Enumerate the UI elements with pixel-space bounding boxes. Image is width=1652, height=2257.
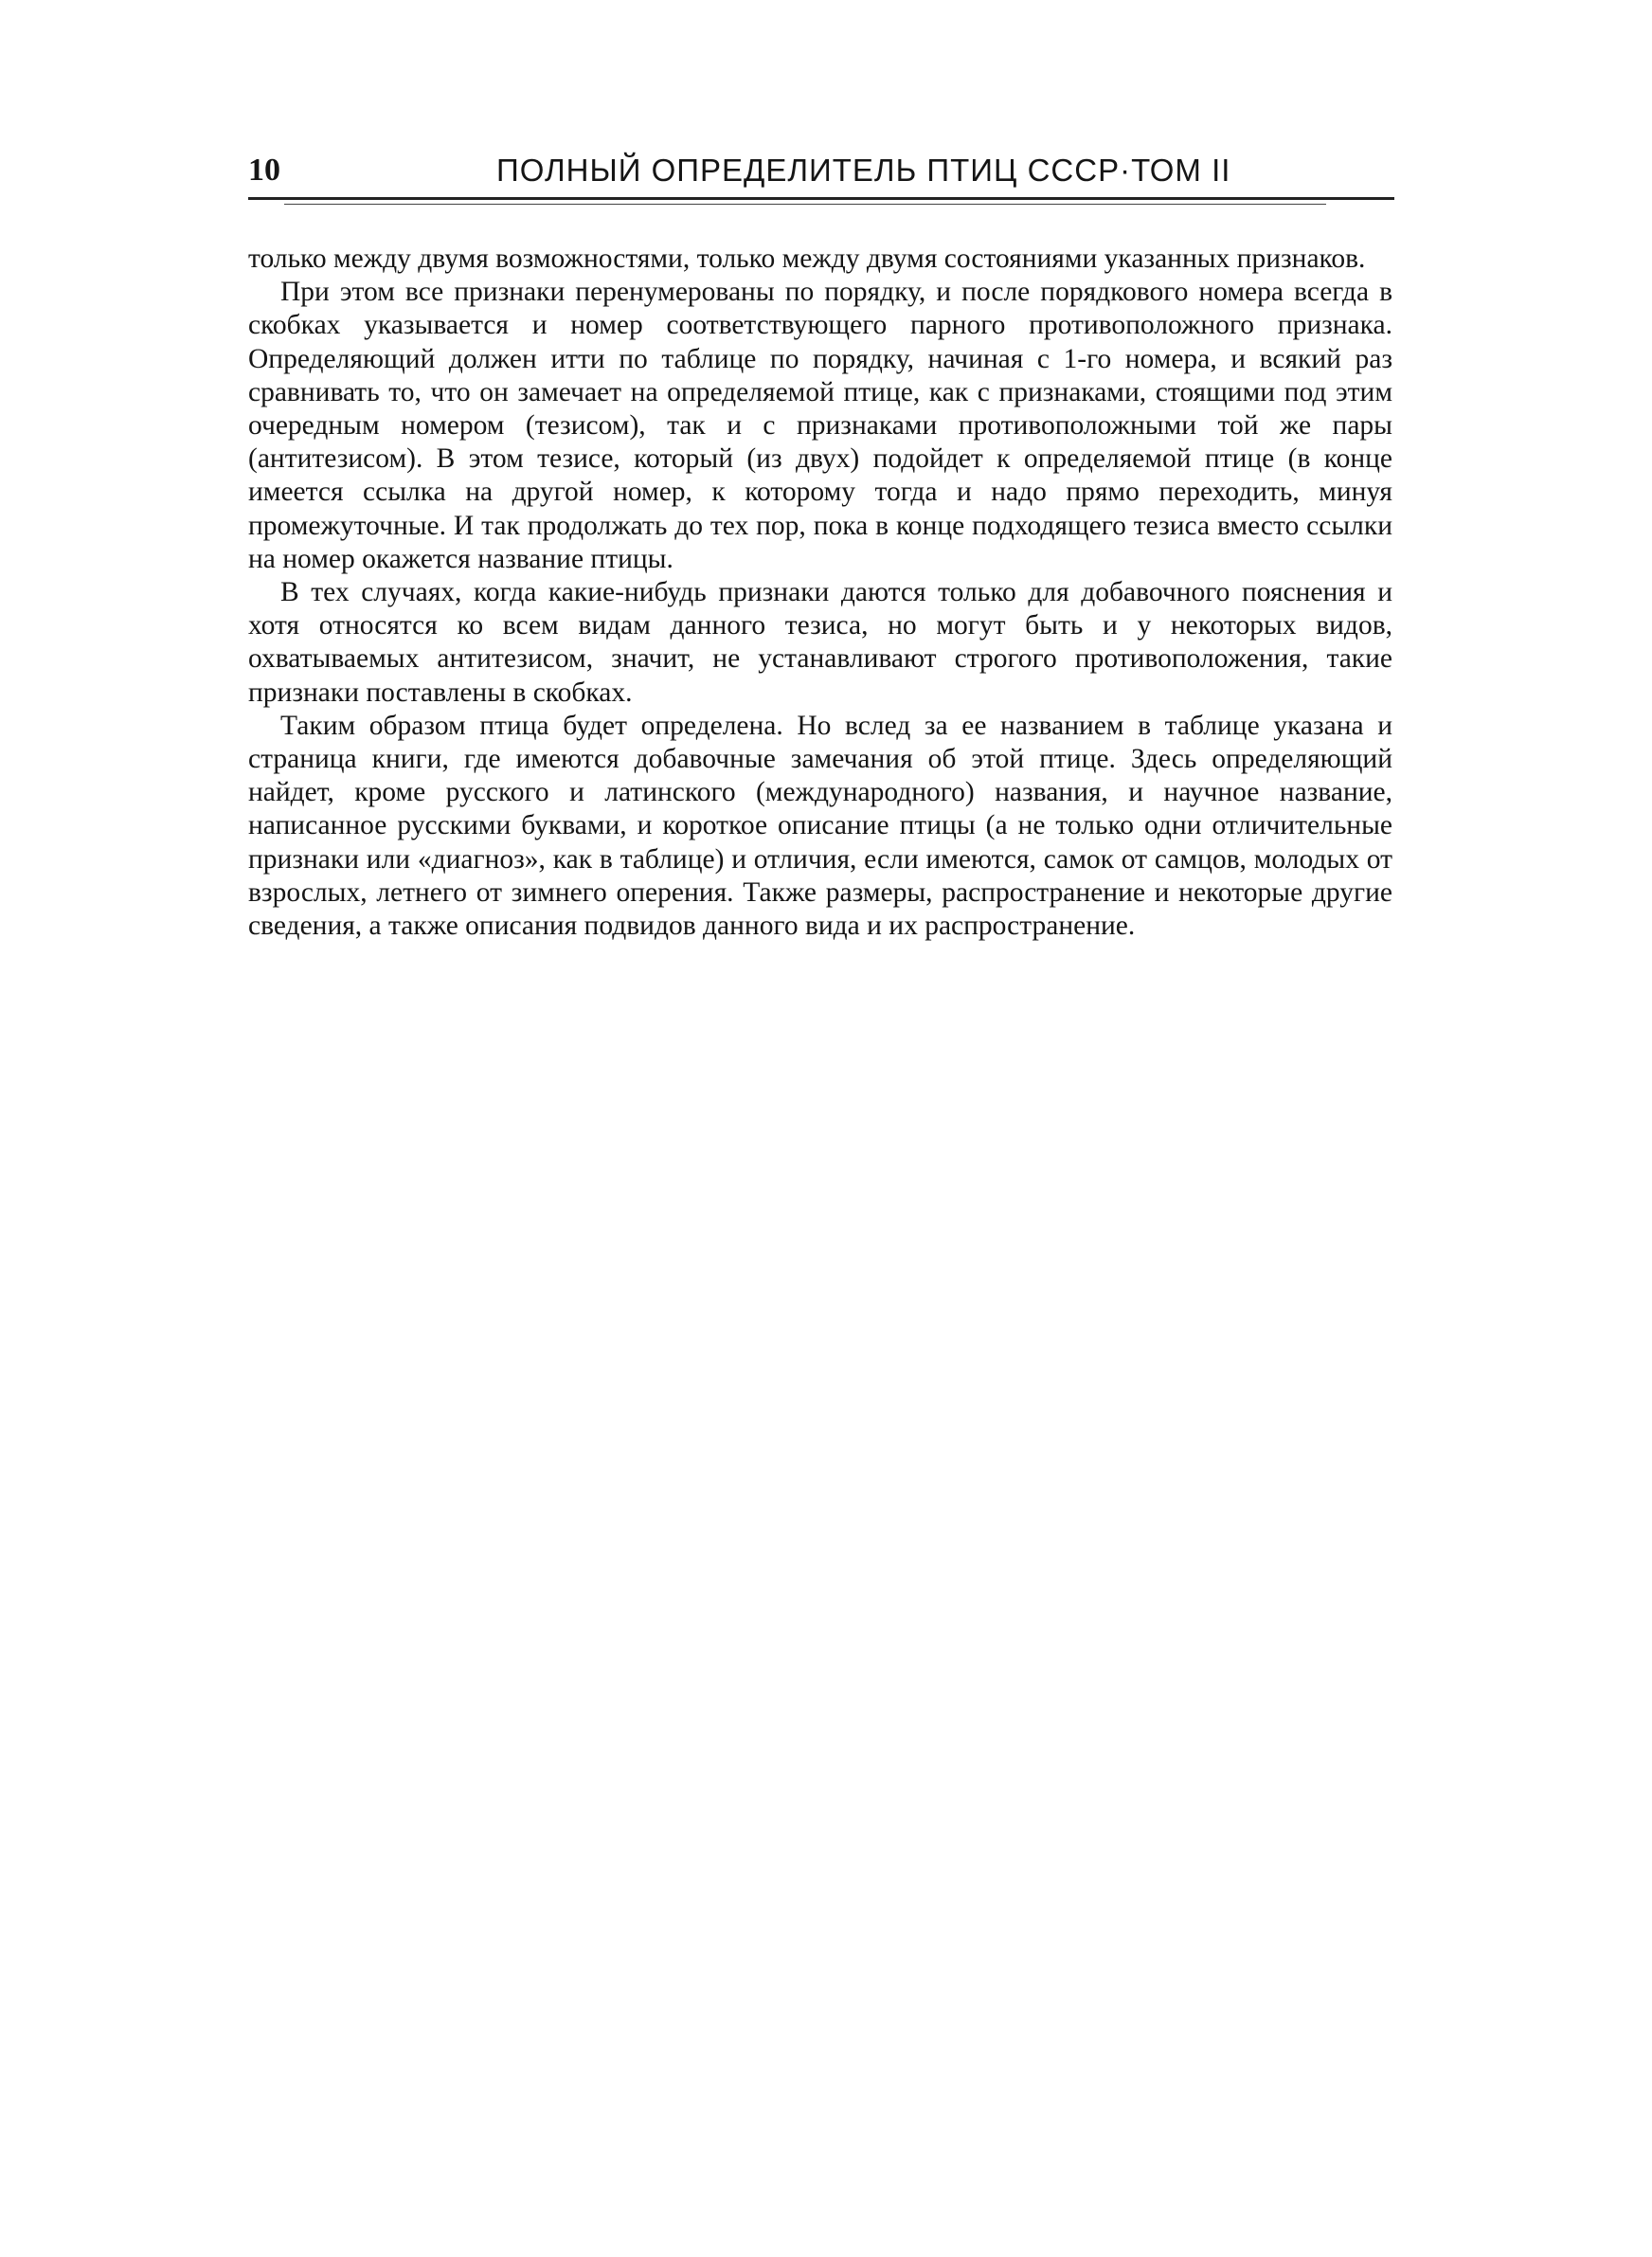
running-title: ПОЛНЫЙ ОПРЕДЕЛИТЕЛЬ ПТИЦ СССР·ТОМ II xyxy=(496,153,1231,188)
header-rule xyxy=(248,197,1394,200)
header-rule-thin xyxy=(284,204,1326,205)
paragraph-1: только между двумя возможностями, только между двумя состояниями указанных признаков. xyxy=(248,244,1366,274)
page-header xyxy=(248,152,1394,201)
page-number: 10 xyxy=(248,153,280,188)
paragraph-4: Таким образом птица будет определена. Но вслед за ее названием в таблице указана и страница книги, где имеются добавочные замечания об этой птице. Здесь определяющий найдет, кроме русского и латинского (международного) названия, и научное название, написанное русскими буквами, и короткое описание птицы (а не только одни отличительные признаки или «диагноз», как в таблице) и отличия, если имеются, самок от самцов, молодых от взрослых, летнего от зимнего оперения. Также размеры, распространение и некоторые другие сведения, а также описания подвидов данного вида и их распространение. xyxy=(248,710,1392,942)
paragraph-2: При этом все признаки перенумерованы по порядку, и после порядкового номера всегда в скобках указывается и номер соответствующего парного противоположного признака. Определяющий должен итти по таблице по порядку, начиная с 1-го номера, и всякий раз сравнивать то, что он замечает на определяемой птице, как с признаками, стоящими под этим очередным номером (тезисом), так и с признаками противоположными той же пары (антитезисом). В этом тезисе, который (из двух) подойдет к определяемой птице (в конце имеется ссылка на другой номер, к которому тогда и надо прямо переходить, минуя промежуточные. И так продолжать до тех пор, пока в конце подходящего тезиса вместо ссылки на номер окажется название птицы. xyxy=(248,277,1392,574)
body-text xyxy=(248,243,1392,943)
paragraph-3: В тех случаях, когда какие-нибудь признаки даются только для добавочного пояснения и хотя относятся ко всем видам данного тезиса, но могут быть и у некоторых видов, охватываемых антитезисом, значит, не устанавливают строгого противоположения, такие признаки поставлены в скобках. xyxy=(248,577,1392,708)
